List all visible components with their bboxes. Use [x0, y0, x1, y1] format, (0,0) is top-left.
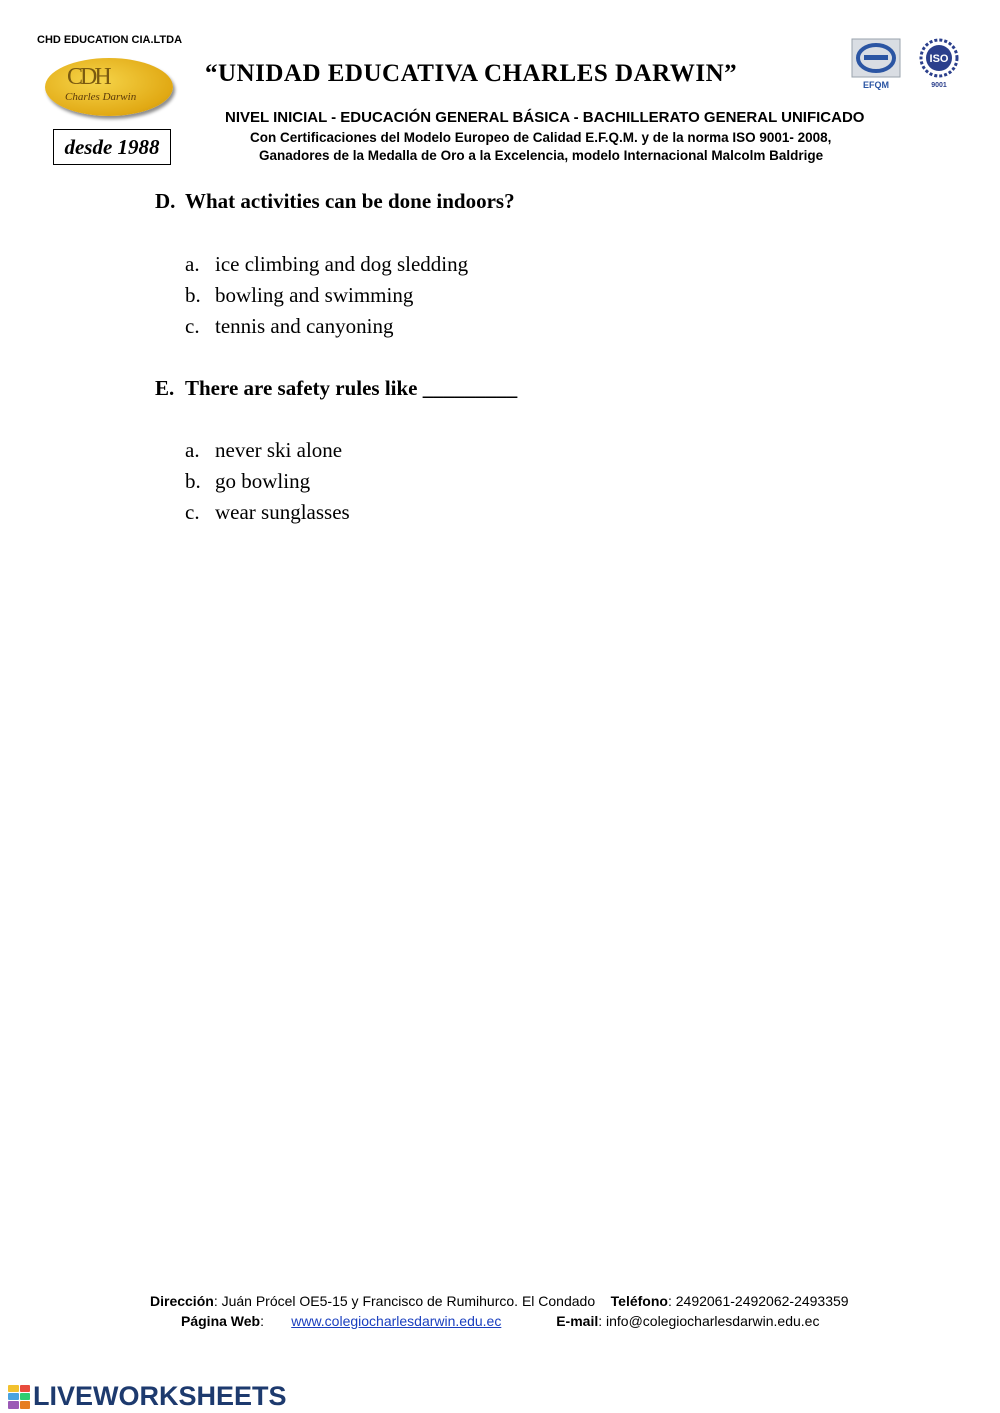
question-letter: D.: [155, 189, 176, 213]
option-text: never ski alone: [215, 438, 343, 462]
since-badge: desde 1988: [53, 129, 171, 165]
efqm-logo: [848, 37, 904, 91]
efqm-label: EFQM: [863, 80, 889, 90]
phone-label: Teléfono: [610, 1293, 668, 1309]
email-label: E-mail: [556, 1313, 599, 1329]
website-link[interactable]: www.colegiocharlesdarwin.edu.ec: [291, 1313, 502, 1329]
question-letter: E.: [155, 376, 175, 400]
option-letter: b.: [185, 283, 201, 307]
option-e-b[interactable]: [185, 469, 310, 494]
liveworksheets-text: LIVEWORKSHEETS: [33, 1381, 287, 1411]
question-d: [155, 189, 515, 214]
footer-address-line: [150, 1293, 849, 1309]
option-d-b[interactable]: [185, 283, 413, 308]
iso-logo: [918, 38, 960, 90]
option-text: bowling and swimming: [215, 283, 414, 307]
web-separator: :: [260, 1313, 264, 1329]
option-text: ice climbing and dog sledding: [215, 252, 469, 276]
liveworksheets-logo-icon: [8, 1385, 30, 1409]
certification-line-2: Ganadores de la Medalla de Oro a la Excelencia, modelo Internacional Malcolm Baldrige: [259, 148, 824, 163]
option-letter: c.: [185, 500, 200, 524]
address-label: Dirección: [150, 1293, 214, 1309]
liveworksheets-watermark: [8, 1381, 287, 1412]
option-letter: a.: [185, 438, 200, 462]
option-d-a[interactable]: [185, 252, 468, 277]
option-letter: b.: [185, 469, 201, 493]
option-letter: c.: [185, 314, 200, 338]
option-e-a[interactable]: [185, 438, 342, 463]
education-levels: NIVEL INICIAL - EDUCACIÓN GENERAL BÁSICA - BACHILLERATO GENERAL UNIFICADO: [225, 109, 865, 126]
question-text: There are safety rules like _________: [185, 376, 518, 400]
option-d-c[interactable]: [185, 314, 393, 339]
iso-label: ISO: [929, 53, 949, 65]
option-text: wear sunglasses: [215, 500, 350, 524]
phone-value: : 2492061-2492062-2493359: [667, 1293, 849, 1309]
logo-text: Charles Darwin: [65, 91, 137, 103]
address-value: : Juán Prócel OE5-15 y Francisco de Rumihurco. El Condado: [213, 1293, 596, 1309]
school-title: “UNIDAD EDUCATIVA CHARLES DARWIN”: [205, 60, 738, 87]
question-text: What activities can be done indoors?: [185, 189, 515, 213]
school-logo: [45, 58, 173, 116]
option-text: tennis and canyoning: [215, 314, 394, 338]
iso-number: 9001: [931, 82, 947, 89]
web-label: Página Web: [181, 1313, 261, 1329]
company-name: CHD EDUCATION CIA.LTDA: [37, 34, 183, 46]
email-value: : info@colegiocharlesdarwin.edu.ec: [598, 1313, 820, 1329]
certification-line-1: Con Certificaciones del Modelo Europeo de Calidad E.F.Q.M. y de la norma ISO 9001- 2008,: [250, 130, 832, 145]
footer-web-line: [181, 1313, 819, 1329]
question-e: [155, 376, 517, 401]
option-e-c[interactable]: [185, 500, 350, 525]
option-letter: a.: [185, 252, 200, 276]
option-text: go bowling: [215, 469, 311, 493]
logo-monogram: CDH: [67, 64, 109, 90]
